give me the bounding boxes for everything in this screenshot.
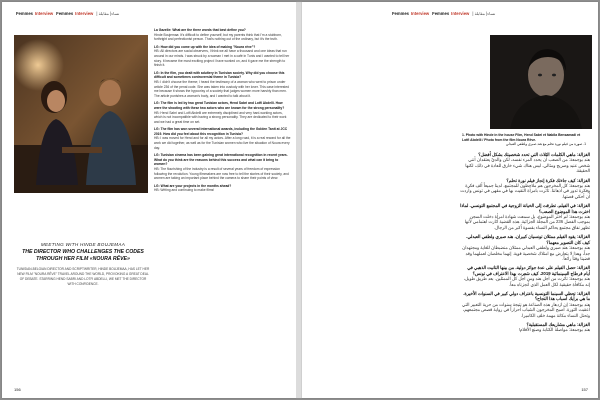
interview-item (154, 101, 291, 124)
question: LG: The film is led by two great Tunisian actors, Hend Sabri and Lotfi Abdelli. How were the shooting with these two actors who are known for the strong personality? (154, 101, 285, 110)
question: LG: Tunisian cinema has been gaining great international recognition in recent years. What do you think are the reasons behind this success and what can it bring to women? (154, 153, 288, 167)
interview-item (460, 152, 590, 174)
interview-item (154, 127, 291, 150)
photo-caption-arabic: 1. صورة من فيلم نورة تحلم مع هند صبري ولطفي العبدلي (505, 142, 586, 147)
question: الغزالة: في الفيلم، تطرقت إلى الخيانة الزوجية في المجتمع التونسي. لماذا اخترت هذا الموضوع الصعب؟ (460, 203, 590, 214)
answer: Hinde Boujemaa: It's difficult to define yourself, but my parents think that I'm a stubborn, forthright and perfectionist person. That's nothing out of the ordinary, but it's the truth. (154, 32, 283, 42)
answer: هند بوجمعة: من الصعب أن يحدد المرء نفسه، لكن والديّ يعتقدان أنني شخص عنيد وصريح ومثالي. ليس هناك شيء خارق للعادة في ذلك، لكنها الحقيقة. (465, 157, 590, 174)
question: الغزالة: كيف جاءتك فكرة إنجاز فيلم نورة تحلم؟ (506, 177, 590, 183)
page-number: 156 (14, 387, 21, 392)
left-running-header (16, 10, 119, 18)
answer: هند بوجمعة: تأثرت من أجل هند ومن أجل كل الممثلين. بعد طريق طويل، إنه مكافأة حقيقية لكل العمل الذي أنجزناه معاً. (463, 276, 590, 287)
left-page (2, 2, 296, 398)
question: La Gazelle: What are the three words that best define you? (154, 28, 246, 32)
header-section: Femmes (392, 11, 409, 16)
film-still-photo (14, 35, 148, 193)
answer: هند بوجمعة: إن ازدهار هذه الصناعة هو نتيجة سنوات من حرية التعبير التي أعقبت الثورة. أصبح المخرجون الشباب أحراراً في رواية قصص مجتمعهم، وتحتل النساء مكانة مهمة خلف الكاميرا. (462, 301, 590, 318)
interview-item (154, 28, 291, 42)
interview-item (460, 291, 590, 318)
director-portrait-photo (490, 35, 592, 129)
article-title: THE DIRECTOR WHO CHALLENGES THE CODES THROUGH HER FILM «NOURA RÊVE» (22, 249, 144, 262)
page-number: 157 (581, 387, 588, 392)
interview-item (460, 178, 590, 200)
photo-caption (462, 133, 586, 147)
header-section: Femmes (16, 11, 33, 16)
question: الغزالة: ماهي الكلمات الثلاث التي تحدد شخصيتك بشكل أفضل؟ (478, 152, 590, 157)
question: الغزالة: ماهي مشاريعك المستقبلية؟ (526, 321, 590, 327)
right-running-header (392, 10, 495, 18)
question: LG: How did you come up with the idea of making "Noura rêve"? (154, 44, 256, 49)
answer: هند بوجمعة: لم أختر الموضوع، بل سمعت شهادة امرأة دخلت السجن بموجب الفصل 236 من المجلة الجزائية. هذه القضية أثارت اهتمامي لأنها تظهر نفاق مجتمع يحاكم النساء بقسوة أكبر من الرجال. (464, 214, 590, 230)
interview-item (154, 71, 291, 99)
question: LG: What are your projects in the months ahead? (154, 183, 232, 188)
meeting-kicker: MEETING WITH HINDE BOUJEMAA (40, 242, 126, 247)
answer: هند بوجمعة: هند صبري ولطفي العبدلي ممثلان منضبطان للغاية ومجتهدان جداً، وهذا لا يتعارض مع امتلاك شخصية قوية. إنهما مخلصان لعملهما وقد قضينا وقتاً رائعاً. (462, 245, 590, 261)
english-interview-column (154, 28, 291, 196)
interview-item (460, 203, 590, 230)
answer: HB: Writing and continuing to make films! (154, 188, 215, 193)
header-arabic: | نساء| مقابلة (472, 11, 496, 16)
question: الغزالة: يقود الفيلم ممثلان تونسيان كبيران، هند صبري ولطفي العبدلي. كيف كان التصوير معهما؟ (466, 234, 590, 245)
answer: HB: The flourishing of the industry is a result of several years of freedom of expression following the revolution. Young filmmakers are now free to tell the stories of their society, and women are taking an important place behind the camera to share their points of view. (154, 167, 289, 181)
header-rubric: Interview (451, 11, 470, 16)
answer: هند بوجمعة: كل المخرجين هم ملاحظون للمجتمع، لدينا جميعاً ألف فكرة وفكرة تدور في أذهاننا. تأثرت بامرأة التقيت بها في مقهى في تونس وأردت أن أحكي قصتها. (460, 183, 590, 199)
interview-item (460, 265, 590, 287)
question: LG: The film has won several international awards, including the Golden Tanit at JCC 2019. How did you feel about this recognition in Tunisia? (154, 127, 288, 136)
interview-item (154, 184, 291, 193)
header-rubric: Interview (75, 11, 94, 16)
header-section: Femmes (432, 11, 450, 16)
header-rubric: Interview (411, 11, 430, 16)
interview-item (460, 322, 590, 333)
question: الغزالة: حصل الفيلم على عدة جوائز دولية، من بينها التانيت الذهبي في أيام قرطاج السينمائية 2019. كيف شعرت بهذا الاعتراف في تونس؟ (467, 265, 590, 276)
interview-item (154, 153, 291, 181)
article-intro (16, 242, 150, 287)
film-still-image (14, 35, 148, 193)
answer: HB: Hend Sabri and Lotfi Abdelli are extremely disciplined and very hard-working actors, which is not incompatible with having a strong personality. They are dedicated to their work and we had a great time on set. (154, 110, 287, 124)
director-portrait-image (490, 35, 592, 129)
answer: HB: I was moved for Hend and for all my actors. After a long road, it is a real reward for all the work we did together, as well as for the Tunisian women who live the situation of Noura every day. (154, 136, 291, 150)
header-rubric: Interview (35, 11, 54, 16)
header-arabic: | نساء| مقابلة (96, 11, 120, 16)
right-page (302, 2, 598, 398)
answer: هند بوجمعة: مواصلة الكتابة وصنع الأفلام! (518, 327, 590, 333)
article-standfirst: TUNISIAN-BELGIAN DIRECTOR AND SCRIPTWRITER, HINDE BOUJEMAA, HAS LET HER NEW FILM "NOURA RÊVE" TRAVEL AROUND THE WORLD, PROVOKING A GREAT DEAL OF DEBATE. STARRING HEND SABRI AND LOTFI ABDELLI, WE MET THE DIRECTOR WITH CONFIDENCE. (16, 267, 150, 286)
arabic-interview-column (460, 152, 590, 337)
header-section: Femmes (56, 11, 74, 16)
interview-item (154, 45, 291, 68)
answer: HB: I didn't choose the theme; I heard the testimony of a woman who went to prison under article 236 of the penal code. She was taken into custody with her lover. This case interested me because it shows the hypocrisy of a society that judges women more harshly than men. The article punishes a woman's body, and I wanted to talk about it. (154, 79, 290, 98)
interview-item (460, 234, 590, 261)
question: LG: In the film, you dealt with adultery in Tunisian society. Why did you choose this difficult and sometimes controversial theme in Tunisia? (154, 70, 285, 80)
photo-caption-english: 1. Photo with Hinde in the house Film, Hend Sabri et Nabila Bensamadi et Lotfi Abdelli / Photo from the film Noura Rêve. (462, 133, 581, 142)
answer: HB: All directors are social observers, I think we all have a thousand and one ideas that run around in our minds. I was struck by a woman I met in a café in Tunis and I wanted to tell her story. It became the most exciting project I have worked on, and it gave me the strength to finish it. (154, 49, 290, 68)
question: الغزالة: تحظى السينما التونسية باعتراف دولي كبير في السنوات الأخيرة. ما هي برأيك أسباب هذا النجاح؟ (463, 290, 590, 302)
